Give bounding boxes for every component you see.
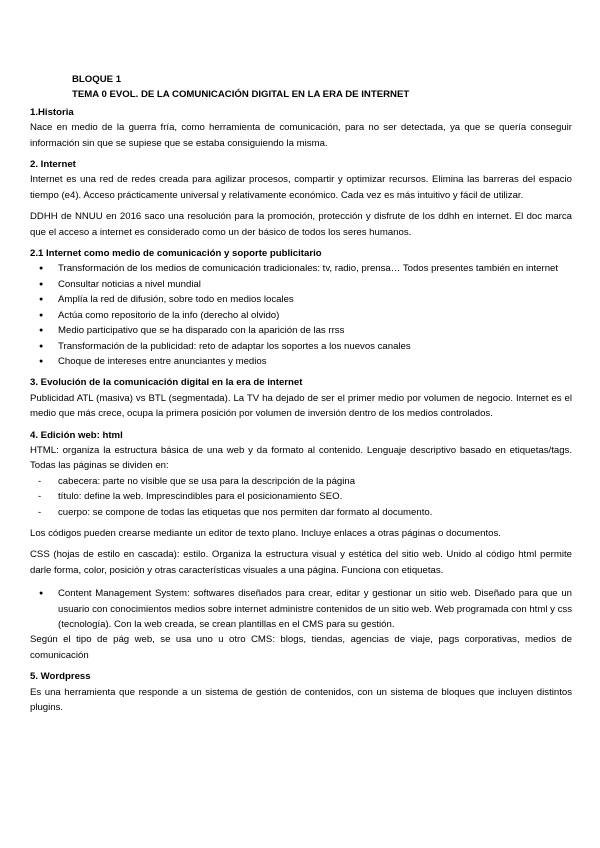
section-2-heading: 2. Internet	[30, 159, 76, 171]
section-4-paragraph: Según el tipo de pág web, se usa uno u otro CMS: blogs, tiendas, agencias de viaje, pags corporativas, medios de comunicación	[30, 634, 572, 661]
list-item: ● Content Management System: softwares diseñados para crear, editar y gestionar un sitio web. Diseñado para que un usuario con conocimientos medios sobre internet administre contenidos de un sitio web. Web programada con html y css (tecnología). Con la web creada, se crean plantillas en el CMS para su gestión.	[58, 586, 572, 632]
topic-title: TEMA 0 EVOL. DE LA COMUNICACIÓN DIGITAL EN LA ERA DE INTERNET	[72, 89, 410, 101]
section-5-heading: 5. Wordpress	[30, 671, 91, 683]
bullet-list	[30, 261, 572, 369]
section-2-1-heading: 2.1 Internet como medio de comunicación y soporte publicitario	[30, 248, 322, 260]
section-3-heading: 3. Evolución de la comunicación digital en la era de internet	[30, 377, 303, 389]
document-page	[30, 72, 572, 715]
list-item: ● Amplía la red de difusión, sobre todo en medios locales	[58, 292, 572, 307]
list-item: ● Transformación de los medios de comunicación tradicionales: tv, radio, prensa… Todos presentes también en internet	[58, 261, 572, 276]
dash-list	[30, 474, 572, 520]
list-item: ● Actúa como repositorio de la info (derecho al olvido)	[58, 308, 572, 323]
list-item: - título: define la web. Imprescindibles para el posicionamiento SEO.	[58, 489, 572, 504]
bullet-list	[30, 586, 572, 632]
section-2-paragraph: Internet es una red de redes creada para agilizar procesos, compartir y optimizar recursos. Elimina las barreras del espacio tiempo (e4). Acceso prácticamente universal y relativamente económico. Cada vez es más intuitivo y fácil de utilizar.	[30, 174, 572, 201]
section-1-heading: 1.Historia	[30, 106, 74, 118]
block-title: BLOQUE 1	[72, 74, 122, 85]
section-4-heading: 4. Edición web: html	[30, 429, 123, 441]
section-4-paragraph: Los códigos pueden crearse mediante un editor de texto plano. Incluye enlaces a otras páginas o documentos.	[30, 527, 501, 539]
list-item: ● Medio participativo que se ha disparado con la aparición de las rrss	[58, 323, 572, 338]
list-item: - cuerpo: se compone de todas las etiquetas que nos permiten dar formato al documento.	[58, 505, 572, 520]
section-5-paragraph: Es una herramienta que responde a un sistema de gestión de contenidos, con un sistema de bloques que incluyen distintos plugins.	[30, 686, 572, 714]
list-item: - cabecera: parte no visible que se usa para la descripción de la página	[58, 474, 572, 489]
section-4-paragraph: HTML: organiza la estructura básica de una web y da formato al contenido. Lenguaje descriptivo basado en etiquetas/tags. Todas las páginas se dividen en:	[30, 444, 572, 472]
list-item: ● Consultar noticias a nivel mundial	[58, 277, 572, 292]
section-2-paragraph: DDHH de NNUU en 2016 saco una resolución para la promoción, protección y disfrute de los ddhh en internet. El doc marca que el acceso a internet es considerado como un der básico de todos los seres humanos.	[30, 211, 572, 238]
list-item: ● Transformación de la publicidad: reto de adaptar los soportes a los nuevos canales	[58, 339, 572, 354]
section-3-paragraph: Publicidad ATL (masiva) vs BTL (segmentada). La TV ha dejado de ser el primer medio por volumen de negocio. Internet es el medio que más crece, ocupa la primera posición por volumen de inversión dentro de los medios controlados.	[30, 392, 572, 420]
section-4-paragraph: CSS (hojas de estilo en cascada): estilo. Organiza la estructura visual y estética del sitio web. Unido al código html permite darle forma, color, posición y otras características visuales a una página. Funciona con etiquetas.	[30, 549, 572, 576]
list-item: ● Choque de intereses entre anunciantes y medios	[58, 354, 572, 369]
section-1-paragraph: Nace en medio de la guerra fría, como herramienta de comunicación, para no ser detectada, ya que se quería conseguir información sin que se supiese que se estaba consiguiendo la misma.	[30, 122, 572, 149]
